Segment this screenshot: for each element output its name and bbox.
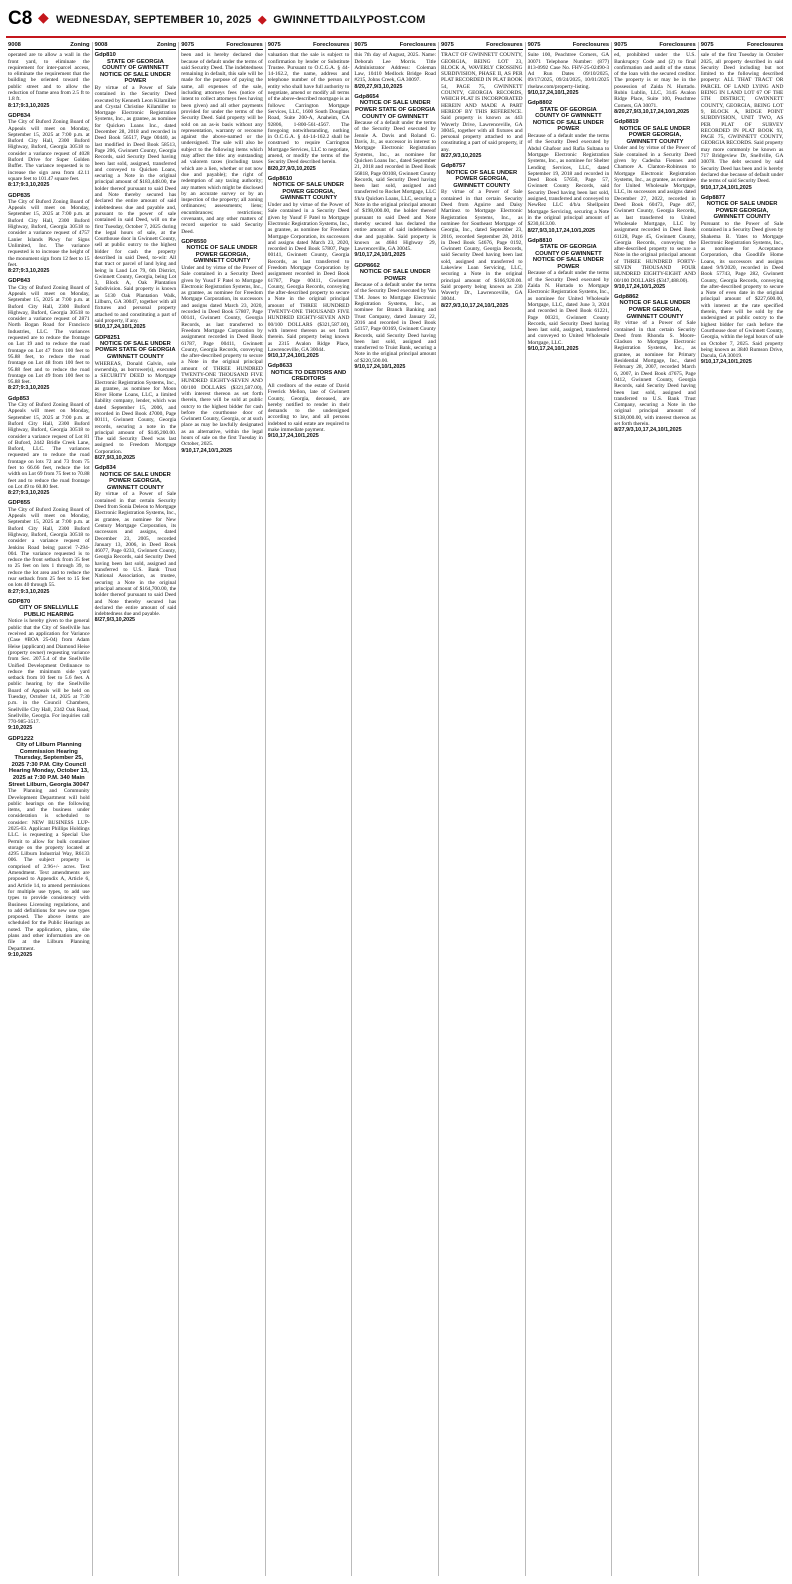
column-head-label: Zoning	[156, 42, 177, 48]
notice-title: STATE OF GEORGIA COUNTY OF GWINNETT NOTICE OF SALE UNDER POWER	[532, 106, 604, 133]
notice-title: NOTICE OF SALE UNDER POWER GEORGIA, GWINNETT COUNTY	[446, 169, 518, 189]
notice-run-dates: 8:17;9:3,10,2025	[8, 182, 50, 189]
column-head-code: 9008	[94, 42, 108, 48]
notice-run-dates: 8/27,9/3,10,17,24,10/1,2025	[614, 427, 682, 434]
legal-notice	[354, 52, 436, 90]
notice-body: By virtue of a Power of Sale contained in that certain Security Deed from Sonia Deleon to Mortgage Electronic Registration Systems, Inc., as grantee, as nominee for New Century Mortgage Corporation, its successors and assigns, dated December 23, 2005, recorded January 13, 2006, in Deed Book 46077, Page 0233, Gwinnett County, Georgia Records, said Security Deed having been last sold, assigned and transferred to U.S. Bank Trust National Association, as trustee, securing a Note in the original principal amount of $164,700.00, the holder thereof pursuant to said Deed and Note thereby secured has declared the entire amount of said indebtedness due and payable.	[94, 491, 177, 618]
notice-body: Pursuant to the Power of Sale contained in a Security Deed given by Shakema B. Yates to Mortgage Electronic Registration Systems, Inc., as nominee for Acceptance Corporation, dba Goodlife Home Loans, its successors and assigns dated 9/9/2020, recorded in Deed Book 57743, Page 282, Gwinnett County, Georgia Records, conveying the after-described property to secure a Note of even date in the original principal amount of $227,600.00, with interest at the rate specified therein, there will be sold by the undersigned at public outcry to the highest bidder for cash before the Courthouse door of Gwinnett County, Georgia, within the legal hours of sale on October 7, 2025. Said property being known as 3840 Rumson Drive, Dacula, GA 30019.	[700, 220, 784, 360]
notice-run-dates: 8:17;9:3,10,2025	[8, 102, 50, 109]
notice-body: The City of Buford Zoning Board of Appeals will meet on Monday, September 15, 2025 at 7:00 p.m. at Buford City Hall, 2300 Buford Highway, Buford, Georgia 30518 to consider a variance request of 4757 Lanier Islands Pkwy for Signs Unlimited, Inc. The variance requested is to increase the height of the monument sign from 12 feet to 15 feet.	[8, 198, 90, 268]
column-head-label: Zoning	[70, 42, 90, 48]
notice-id: Gdp834	[94, 465, 116, 472]
notice-body: been and is hereby declared due because of default under the terms of said Security Deed. The indebtedness remaining in default, this sale will be made for the purpose of paying the same, all expenses of the sale, including attorneys fees (notice of intent to collect attorneys fees having been given) and all other payments provided for under the terms of the Security Deed. Said property will be sold on an as-is basis without any representation, warranty or recourse against the above-named or the undersigned. The sale will also be subject to the following items which may affect the title: any outstanding ad valorem taxes (including taxes which are a lien, whether or not now due and payable); the right of redemption of any taxing authority; any matters which might be disclosed by an accurate survey or by an inspection of the property; all zoning ordinances; assessments; liens; encumbrances; restrictions; covenants, and any other matters of record superior to said Security Deed.	[181, 52, 263, 235]
legal-notice	[354, 94, 436, 259]
header-rule	[6, 36, 786, 38]
notice-id: Gdp8654	[354, 94, 379, 101]
legal-notice	[441, 163, 523, 309]
notice-run-dates: 8/20,27,9/3,10,17,24,10/1,2025	[614, 108, 690, 115]
notice-id: GDP870	[8, 598, 31, 605]
legal-notice	[701, 195, 784, 366]
legal-notice	[181, 52, 263, 235]
header-site: GWINNETTDAILYPOST.COM	[273, 14, 426, 26]
notice-id: GDP8662	[354, 262, 380, 269]
notice-run-dates: 9/10,17,24,10/1,2025	[354, 364, 406, 371]
notice-body: Under and by virtue of the Power of Sale contained in a Security Deed given by Cadesha Fiennes and Chamore A. Clanton-Robinson to Mortgage Electronic Registration Systems, Inc., as grantee, as nominee for United Wholesale Mortgage, LLC, its successors and assigns dated December 27, 2022, recorded in Deed Book 60473, Page 467, Gwinnett County, Georgia Records, as last transferred to United Wholesale Mortgage, LLC by assignment recorded in Deed Book 61128, Page 45, Gwinnett County, Georgia Records, conveying the after-described property to secure a Note in the original principal amount of THREE HUNDRED FORTY-SEVEN THOUSAND FOUR HUNDRED EIGHTY-EIGHT AND 00/100 DOLLARS ($347,488.00).	[614, 145, 696, 284]
column-head	[95, 42, 177, 50]
notice-run-dates: 9/10,17,24,10/1,2025	[614, 283, 666, 290]
notice-body: Notice is hereby given to the general public that the City of Snellville has received an application for Variance (Case #BOA 25-04) from Adam Heise (applicant) and Diamond Heise (property owner) requesting variance from Sec. 207.5.4 of the Snellville Unified Development Ordinance to reduce the minimum side yard setback from 10 feet to 5.6 feet. A public hearing by the Snellville Board of Appeals will be held on Tuesday, October 14, 2025 at 7:30 p.m. in the Council Chambers, Snellville City Hall, 2342 Oak Road, Snellville, Georgia. For inquiries call 770-985-3517.	[8, 618, 90, 726]
notice-id: GDP8251	[94, 334, 121, 341]
notice-run-dates: 8/20,27,9/3,10,2025	[267, 165, 316, 172]
notice-id: GDP835	[8, 192, 31, 199]
notice-body: ed, prohibited under the U.S. Bankruptcy Code and (2) to final confirmation and audit of the status of the loan with the secured creditor. The property is or may be in the possession of Zaida N. Hurtado. Rubin Lublin, LLC, 3145 Avalon Ridge Place, Suite 100, Peachtree Corners, GA 30071.	[614, 52, 696, 109]
notice-id: Gdp810	[94, 52, 116, 59]
notice-run-dates: 9/10,17,24,10/1,2025	[354, 252, 406, 259]
notice-run-dates: 9/10,17,24,10/1,2025	[527, 346, 579, 353]
notice-run-dates: 9/10,17,24,10/1,2025	[267, 433, 319, 440]
notice-body: sale of the first Tuesday in October 2025, all property described in said Security Deed including but not limited to the following described property: ALL THAT TRACT OR PARCEL OF LAND LYING AND BEING IN LAND LOT 67 OF THE 5TH DISTRICT, GWINNETT COUNTY, GEORGIA, BEING LOT 9, BLOCK A, RIDGE POINT SUBDIVISION, UNIT TWO, AS PER PLAT OF SURVEY RECORDED IN PLAT BOOK 93, PAGE 75, GWINNETT COUNTY, GEORGIA RECORDS. Said property may more commonly be known as 717 Bridgeview Dr, Snellville, GA 30078. The debt secured by said Security Deed has been and is hereby declared due because of default under the terms of said Security Deed.	[700, 52, 784, 185]
notice-body: Because of a default under the terms of the Security Deed executed by Van T.M. Jones to Mortgage Electronic Registration Systems, Inc., as nominee for Branch Banking and Trust Company, dated January 22, 2016 and recorded in Deed Book 54157, Page 00169, Gwinnett County Records, said Security Deed having been last sold, assigned and transferred to Truist Bank, securing a Note in the original principal amount of $220,500.00.	[354, 282, 436, 364]
notice-run-dates: 8:27;9:3,10,2025	[8, 490, 50, 497]
notice-run-dates: 8:27;9:3,10,2025	[8, 385, 50, 392]
notice-id: GDP1222	[8, 735, 34, 742]
legal-notice	[441, 52, 523, 159]
page-number: C8	[8, 8, 33, 29]
legal-notice	[95, 52, 177, 330]
notice-title: NOTICE OF SALE UNDER POWER GEORGIA, GWINNETT COUNTY	[99, 471, 171, 491]
notice-body: By virtue of a Power of Sale contained in that certain Security Deed from Aguirre and Daisy Martinez to Mortgage Electronic Registration Systems, Inc., as nominee for Southeast Mortgage of Georgia, Inc., dated September 23, 2016, recorded September 28, 2016 in Deed Book 54676, Page 0192, Gwinnett County, Georgia Records, said Security Deed having been last sold, assigned and transferred to Lakeview Loan Servicing, LLC, securing a Note in the original principal amount of $166,920.00. Said property being known as 230 Waverly Dr., Lawrenceville, GA 30044.	[440, 189, 523, 303]
notice-id: GDP8550	[181, 238, 207, 245]
notice-body: valuation that the sale is subject to confirmation by lender or Substitute Trustee. Pursuant to O.C.G.A. § 44-14-162.2, the name, address and telephone number of the person or entity who shall have full authority to negotiate, amend or modify all terms of the above-described mortgage is as follows: Carrington Mortgage Services, LLC, 1600 South Douglass Road, Suite 200-A, Anaheim, CA 92806, 1-800-561-4567. The foregoing notwithstanding, nothing in O.C.G.A. § 44-14-162.2 shall be construed to require Carrington Mortgage Services, LLC to negotiate, amend, or modify the terms of the Security Deed described herein.	[267, 52, 350, 166]
legal-notice	[8, 736, 90, 958]
notice-body: Under and by virtue of the Power of Sale contained in a Security Deed given by Yusuf F Patel to Mortgage Electronic Registration Systems, Inc., as grantee, as nominee for Freedom Mortgage Corporation, its successors and assigns dated March 23, 2020, recorded in Deed Book 57807, Page 00141, Gwinnett County, Georgia Records, as last transferred to Freedom Mortgage Corporation by assignment recorded in Deed Book 61787, Page 00411, Gwinnett County, Georgia Records, conveying the after-described property to secure a Note in the original principal amount of THREE HUNDRED TWENTY-ONE THOUSAND FIVE HUNDRED EIGHTY-SEVEN AND 00/100 DOLLARS ($321,587.00), with interest thereon as set forth therein, there will be sold at public outcry to the highest bidder for cash before the courthouse door of Gwinnett County, Georgia, or at such place as may be lawfully designated as an alternative, within the legal hours of sale on the first Tuesday in October, 2025.	[181, 264, 263, 448]
column-head-label: Foreclosures	[312, 42, 350, 48]
notice-id: Gdp853	[8, 395, 30, 402]
column-9	[699, 42, 786, 1576]
legal-notice	[181, 239, 263, 454]
notice-body: The City of Buford Zoning Board of Appeals will meet on Monday, September 15, 2025 at 7:00 p.m. at Buford City Hall, 2300 Buford Highway, Buford, Georgia 30518 to consider a variance request of 4028 Buford Drive for Super Golden Buffet. The variance requested is to increase the sign area from 42.11 square feet to 101.47 square feet.	[8, 119, 90, 182]
notice-body: Suite 100, Peachtree Corners, GA 30071 Telephone Number: (877) 813-0992 Case No. FHV-25-02490-3 Ad Run Dates 09/10/2025, 09/17/2025, 09/24/2025, 10/01/2025 rlselaw.com/property-listing.	[527, 52, 610, 90]
diamond-icon: ◆	[38, 11, 49, 26]
column-head	[441, 42, 523, 50]
notice-run-dates: 8:27;9:3,10,2025	[8, 588, 50, 595]
notice-body: operated are to allow a wall in the front yard, to eliminate the requirement for inter-parcel access, to eliminate the requirement that the building be oriented toward the public street and to allow the reduction of frame area from 2.5 ft to 1.8 ft.	[8, 52, 90, 103]
notice-body: The City of Buford Zoning Board of Appeals will meet on Monday, September 15, 2025 at 7:00 p.m. at Buford City Hall, 2300 Buford Highway, Buford, Georgia 30518 to consider a variance request of Lot 81 of Buford, 2442 Bridle Creek Lane, Buford, LLC. The variances requested are to reduce the road frontage on lots 72 and 73 from 75 feet to 66.66 feet, reduce the lot width on Lot 69 from 75 feet to 70.88 feet and to reduce the road frontage on Lot 49 to 60.80 feet.	[8, 402, 90, 490]
notice-id: GDP834	[8, 112, 31, 119]
column-6	[439, 42, 526, 1576]
notice-id: Gdp8877	[700, 194, 726, 201]
column-head-code: 9008	[8, 42, 21, 48]
page-header	[0, 0, 792, 38]
notice-body: By virtue of a Power of Sale contained in that certain Security Deed from Rhonda S. Moore-Gladson to Mortgage Electronic Registration Systems, Inc., as grantee, as nominee for Primary Residential Mortgage, Inc., dated February 28, 2007, recorded March 6, 2007, in Deed Book 47675, Page 0412, Gwinnett County, Georgia Records, said Security Deed having been last sold, assigned and transferred to U.S. Bank Trust Company, securing a Note in the original principal amount of $138,000.00, with interest thereon as set forth therein.	[614, 320, 696, 427]
legal-notice	[614, 52, 696, 115]
notice-body: this 7th day of August, 2025. Name: Deborah Lee Morris. Title Administrator Address: Coleman Law, 10410 Medlock Bridge Road #215, Johns Creek, GA 30097.	[354, 52, 436, 84]
notice-id: Gdp8802	[527, 100, 553, 107]
notice-body: Because of a default under the terms of the Security Deed executed by Abdul Ghafoor and Rafia Sultana to Mortgage Electronic Registration Systems, Inc., as nominee for Shelter Lending Services, LLC, dated September 19, 2018 and recorded in Deed Book 57650, Page 57, Gwinnett County Records, said Security Deed having been last sold, assigned, transferred and conveyed to NewRez LLC d/b/a Shellpoint Mortgage Servicing, securing a Note in the original principal amount of $230,613.00.	[527, 133, 610, 228]
notice-title: NOTICE OF SALE UNDER POWER GEORGIA, GWINNETT COUNTY	[273, 182, 344, 202]
notice-body: All creditors of the estate of David Freerick Mellon, late of Gwinnett County, Georgia, deceased, are hereby notified to render in their demands to the undersigned according to law, and all persons indebted to said estate are required to make immediate payment.	[267, 382, 350, 433]
column-head-label: Foreclosures	[399, 42, 436, 48]
notice-body: TRACT OF GWINNETT COUNTY, GEORGIA, BEING LOT 23, BLOCK A, WAVERLY CROSSING SUBDIVISION, PHASE II, AS PER PLAT RECORDED IN PLAT BOOK 54, PAGE 75, GWINNETT COUNTY, GEORGIA RECORDS, WHICH PLAT IS INCORPORATED HEREIN AND MADE A PART HEREOF BY THIS REFERENCE. Said property is known as 443 Waverly Drive, Lawrenceville, GA 30045, together with all fixtures and personal property attached to and constituting a part of said property, if any.	[440, 52, 523, 153]
notice-run-dates: 8:27;9:3,10,2025	[8, 268, 50, 275]
legal-notice	[528, 52, 610, 96]
notice-body: The City of Buford Zoning Board of Appeals will meet on Monday, September 15, 2025 at 7:00 p.m. at Buford City Hall, 2300 Buford Highway, Buford, Georgia 30518 to consider a variance request of 2871 North Bogan Road for Francisco Industries, LLC. The variances requested are to reduce the frontage on Lot 19 and to reduce the road frontage on Lot 47 from 100 feet to 95.88 feet, to reduce the road frontage on Lot 48 from 100 feet to 95.88 feet and to reduce the road frontage on Lot 49 from 100 feet to 95.88 feet.	[8, 284, 90, 386]
notice-run-dates: 9:10,2025	[8, 725, 33, 732]
notice-title: NOTICE OF SALE UNDER POWER STATE OF GEORGIA GWINNETT COUNTY	[95, 340, 176, 361]
column-head	[614, 42, 696, 50]
notice-run-dates: 8/27,9/3,10,2025	[440, 153, 482, 160]
notice-id: Gdp8810	[527, 237, 553, 244]
notice-title: NOTICE OF SALE UNDER POWER	[359, 268, 431, 282]
notice-run-dates: 9/10,17,24,10/1,2025	[181, 447, 233, 454]
notice-id: GDP843	[8, 278, 31, 285]
column-head	[268, 42, 350, 50]
legal-notice	[8, 52, 90, 109]
column-4	[266, 42, 353, 1576]
notice-title: NOTICE OF SALE UNDER POWER GEORGIA, GWINNETT COUNTY	[619, 300, 691, 320]
header-dateline	[56, 13, 426, 26]
notice-title: City of Lilburn Planning Commission Hearing Thursday, September 25, 2025 7:30 P.M. City Council Hearing Monday, October 13, 2025 at 7:30 P.M. 340 Main Street Lilburn, Georgia 30047	[8, 742, 90, 788]
column-head-label: Foreclosures	[572, 42, 610, 48]
legal-notice	[95, 465, 177, 623]
column-head-code: 9075	[181, 42, 195, 48]
legal-notice	[8, 113, 90, 189]
notice-run-dates: 9/10,17,24,10/1,2025	[94, 324, 146, 331]
column-5	[352, 42, 439, 1576]
notice-title: STATE OF GEORGIA COUNTY OF GWINNETT NOTICE OF SALE UNDER POWER	[99, 58, 171, 85]
column-1	[6, 42, 93, 1576]
notice-title: NOTICE OF SALE UNDER POWER GEORGIA, GWINNETT COUNTY	[619, 125, 691, 145]
column-head-code: 9075	[267, 42, 281, 48]
column-2	[93, 42, 180, 1576]
notice-id: GDP855	[8, 500, 31, 507]
notice-body: The City of Buford Zoning Board of Appeals will meet on Monday, September 15, 2025 at 7:00 p.m. at Buford City Hall, 2300 Buford Highway, Buford, Georgia 30518 to consider a variance request of Jenkins Road being parcel 7-294-004. The variance requested is to reduce the front setback from 35 feet to 25 feet on lots 1 through 39, to reduce the lot area and to reduce the rear setback from 25 feet to 15 feet on lots 40 through 55.	[8, 506, 90, 589]
legal-notice	[268, 363, 350, 439]
notice-id: Gdp8610	[267, 175, 293, 182]
notice-body: WHEREAS, Donald Galvin, sole ownership, as borrower(s), executed a SECURITY DEED to Mortgage Electronic Registration Systems, Inc., as grantee, as nominee for Moon River Home Loans, LLC, a limited liability company, lender, which was dated September 15, 2006, and recorded in Deed Book 47000, Page 00111, Gwinnett County, Georgia records, securing a note in the principal amount of $146,200.00. The said Security Deed was last assigned to Freedom Mortgage Corporation.	[94, 360, 177, 455]
notice-title: STATE OF GEORGIA COUNTY OF GWINNETT NOTICE OF SALE UNDER POWER	[532, 244, 604, 270]
legal-notice	[8, 599, 90, 732]
notice-body: Because of a default under the terms of the Security Deed executed by Zaida N. Hurtado to Mortgage Electronic Registration Systems, Inc., as nominee for United Wholesale Mortgage, LLC, dated June 3, 2024 and recorded in Deed Book 61221, Page 00321, Gwinnett County Records, said Security Deed having been last sold, assigned, transferred and conveyed to United Wholesale Mortgage, LLC.	[527, 270, 610, 346]
notice-title: NOTICE OF SALE UNDER POWER STATE OF GEORGIA COUNTY OF GWINNETT	[355, 100, 436, 120]
notice-body: By virtue of a Power of Sale contained in the Security Deed executed by Kenneth Leon Kilamiller and Crystal Christine Kilamiller to Mortgage Electronic Registration Systems, Inc., as grantee, as nominee for Quicken Loans Inc., dated December 28, 2018 and recorded in Deed Book 56517, Page 00440, as last modified in Deed Book 58513, Page 206, Gwinnett County, Georgia Records, said Security Deed having been last sold, assigned, transferred and conveyed to Quicken Loans, securing a Note in the original principal amount of $183,448.00, the holder thereof pursuant to said Deed and Note thereby secured has declared the entire amount of said indebtedness due and payable and, pursuant to the power of sale contained in said Deed, will on the first Tuesday, October 7, 2025 during the legal hours of sale, at the Courthouse door in Gwinnett County, sell at public outcry to the highest bidder for cash the property described in said Deed, to-wit: All that tract or parcel of land lying and being in Land Lot 79, 6th District, Gwinnett County, Georgia, being Lot 3, Block A, Oak Plantation Subdivision. Said property is known as 5130 Oak Plantation Walk, Lilburn, GA 30047, together with all fixtures and personal property attached to and constituting a part of said property, if any.	[94, 84, 177, 324]
legal-notice	[268, 176, 350, 360]
notice-run-dates: 8/27,9/3,10,17,24,10/1,2025	[527, 227, 596, 234]
notice-run-dates: 8/27,9/3,10,2025	[94, 455, 136, 462]
notice-id: Gdp8757	[440, 163, 466, 170]
notice-run-dates: 8/27,9/3,10,17,24,10/1,2025	[440, 302, 509, 309]
legal-notice	[8, 278, 90, 391]
column-head	[8, 42, 90, 50]
legal-notice	[614, 119, 696, 290]
column-8	[612, 42, 699, 1576]
notice-run-dates: 9/10,17,24,10/1,2025	[700, 184, 752, 191]
notice-title: NOTICE OF SALE UNDER POWER GEORGIA, GWINNETT COUNTY	[706, 201, 778, 221]
legal-notice	[8, 500, 90, 594]
diamond-icon: ◆	[254, 14, 270, 26]
legal-notice	[528, 100, 610, 233]
legal-notice	[614, 294, 696, 433]
notice-title: CITY OF SNELLVILLE PUBLIC HEARING	[19, 605, 79, 618]
column-3	[179, 42, 266, 1576]
notice-id: Gdp8819	[614, 119, 639, 126]
notice-title: NOTICE TO DEBTORS AND CREDITORS	[270, 369, 347, 383]
column-head-code: 9075	[354, 42, 368, 48]
notice-run-dates: 9/10,17,24,10/1,2025	[527, 90, 579, 97]
column-head-label: Foreclosures	[486, 42, 523, 48]
notice-id: Gdp8862	[614, 294, 639, 301]
column-head-label: Foreclosures	[226, 42, 263, 48]
notice-run-dates: 9/10,17,24,10/1,2025	[700, 359, 752, 366]
column-head	[181, 42, 263, 50]
column-head	[528, 42, 610, 50]
legal-notice	[95, 335, 177, 462]
column-7	[526, 42, 613, 1576]
legal-notice	[701, 52, 784, 191]
notice-run-dates: 9:10,2025	[8, 951, 33, 958]
classifieds-columns	[6, 42, 786, 1576]
notice-run-dates: 9/10,17,24,10/1,2025	[267, 353, 319, 360]
notice-body: Because of a default under the terms of the Security Deed executed by Jennie A. Davis and Roland G. Davis, Jr., as successor in interest to Mortgage Electronic Registration Systems, Inc., as nominee for Quicken Loans Inc., dated September 21, 2018 and recorded in Deed Book 56818, Page 00108, Gwinnett County Records, said Security Deed having been last sold, assigned and transferred to Rocket Mortgage, LLC f/k/a Quicken Loans, LLC, securing a Note in the original principal amount of $198,000.00, the holder thereof pursuant to said Deed and Note thereby secured has declared the entire amount of said indebtedness due and payable. Said property is known as 4684 Highway 29, Lawrenceville, GA 30045.	[354, 120, 436, 253]
column-head-label: Foreclosures	[659, 42, 696, 48]
column-head-code: 9075	[614, 42, 628, 48]
column-head-code: 9075	[440, 42, 454, 48]
notice-run-dates: 8/27,9/3,10,2025	[94, 617, 136, 624]
legal-notice	[268, 52, 350, 172]
legal-notice	[528, 238, 610, 353]
notice-id: Gdp8633	[267, 363, 293, 370]
column-head-label: Foreclosures	[746, 42, 784, 48]
column-head	[354, 42, 436, 50]
legal-notice	[8, 396, 90, 497]
legal-notice	[8, 193, 90, 275]
notice-body: Under and by virtue of the Power of Sale contained in a Security Deed given by Yusuf F Patel to Mortgage Electronic Registration Systems, Inc., as grantee, as nominee for Freedom Mortgage Corporation, its successors and assigns dated March 23, 2020, recorded in Deed Book 57807, Page 00141, Gwinnett County, Georgia Records, as last transferred to Freedom Mortgage Corporation by assignment recorded in Deed Book 61787, Page 00411, Gwinnett County, Georgia Records, conveying the after-described property to secure a Note in the original principal amount of THREE HUNDRED TWENTY-ONE THOUSAND FIVE HUNDRED EIGHTY-SEVEN AND 00/100 DOLLARS ($321,587.00), with interest thereon as set forth therein. Said property being known as 2315 Avalon Ridge Place, Lawrenceville, GA 30044.	[267, 202, 350, 353]
header-date: WEDNESDAY, SEPTEMBER 10, 2025	[56, 14, 252, 26]
column-head-code: 9075	[527, 42, 541, 48]
notice-title: NOTICE OF SALE UNDER POWER GEORGIA, GWINNETT COUNTY	[186, 245, 258, 265]
legal-notice	[354, 263, 436, 371]
notice-body: The Planning and Community Development Department will hold public hearings on the following items, and the business under consideration is scheduled to consider: NEW BUSINESS LUP-2025-03. Applicant Phillips Holdings LLC. is requesting a Special Use Permit to allow for bulk container storage on the property located at 4295 Lilburn Industrial Way, R6133 006. The subject property is comprised of 2.96+/- acres. Text Amendment. Text amendments are proposed to Appendix A, Article 6, and Article 14, to amend permissions for multiple use types, to add use types to provide consistency with Business Licensing regulations, and to add definitions for new use types proposed. The above items are scheduled for the Public Hearings as noted. The application, plans, site plans and other information are on file at the Lilburn Planning Department.	[8, 788, 90, 952]
column-head	[701, 42, 784, 50]
column-head-code: 9075	[700, 42, 714, 48]
notice-run-dates: 8/20,27,9/3,10,2025	[354, 83, 403, 90]
